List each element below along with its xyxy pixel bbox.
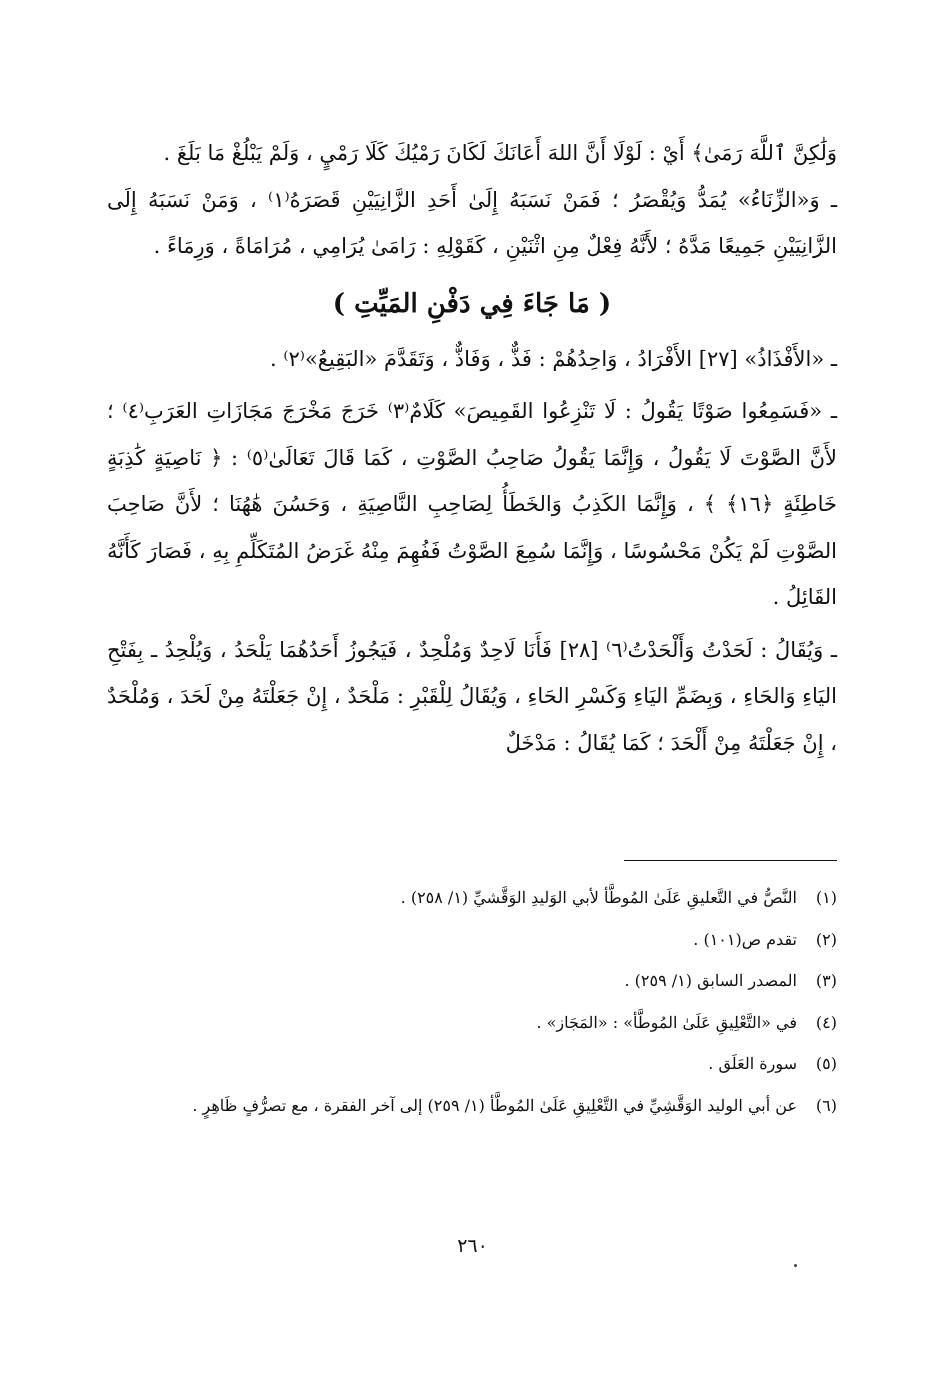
footnote-number: (٥): [815, 1054, 837, 1073]
paragraph-afdhadh: ـ «الأَفْذَاذُ» [٢٧] الأَفْرَادُ ، وَاحِدُهُمْ : فَذٌّ ، وَفَاذٌّ ، وَتَقَدَّمَ «البَقِيعُ»⁽٢⁾ .: [269, 346, 837, 371]
footnote-number: (١): [815, 888, 837, 907]
paragraph-lahd: ـ وَيُقَالُ : لَحَدْتُ وَأَلْحَدْتُ⁽٦⁾ [٢٨] فَأَنَا لَاحِدٌ وَمُلْحِدٌ ، فَيَجُوزُ أَحَدُهُمَا يَلْحَدُ ، وَيُلْحِدُ ـ بِفَتْحِ اليَاءِ وَالحَاءِ ، وَبِضَمِّ اليَاءِ وَكَسْرِ الحَاءِ ، وَيُقَالُ لِلْقَبْرِ : مَلْحَدٌ ، إِنْ جَعَلْتَهُ مِنْ لَحَدَ ، وَمُلْحَدٌ ، إِنْ جَعَلْتَهُ مِنْ أَلْحَدَ ؛ كَمَا يُقَالُ : مَدْخَلٌ: [107, 637, 837, 755]
footnote-text: المصدر السابق (١/ ٢٥٩) .: [624, 971, 797, 990]
footnote-item: [107, 1043, 837, 1085]
page-number: ٢٦٠: [457, 1235, 488, 1257]
footnote-item: [107, 919, 837, 961]
footnote-item: [107, 960, 837, 1002]
footnote-divider: [624, 860, 837, 861]
footnote-text: تقدم ص(١٠١) .: [693, 929, 797, 949]
footnote-text: في «التَّعْلِيقِ عَلَىٰ المُوطَّأ» : «المَجَاز» .: [536, 1012, 797, 1032]
scan-speck: [794, 1264, 797, 1267]
footnote-number: (٤): [815, 1012, 837, 1032]
footnote-number: (٢): [815, 929, 837, 949]
paragraph-zina: ـ وَ«الزِّنَاءُ» يُمَدُّ وَيُقْصَرُ ؛ فَمَنْ نَسَبَهُ إِلَىٰ أَحَدِ الزَّانِيَيْنِ قَصَرَهُ⁽١⁾ ، وَمَنْ نَسَبَهُ إِلَى الزَّانِيَيْنِ جَمِيعًا مَدَّهُ ؛ لأَنَّهُ فِعْلٌ مِنِ اثْنَيْنِ ، كَقَوْلِهِ : رَامَىٰ يُرَامِي ، مُرَامَاةً ، وَرِمَاءً .: [107, 187, 837, 258]
section-heading: ( مَا جَاءَ فِي دَفْنِ المَيِّتِ ): [332, 288, 612, 319]
footnote-item: [107, 1085, 837, 1127]
footnote-item: [107, 877, 837, 919]
footnote-text: النَّصُّ في التَّعليقِ عَلَىٰ المُوطَّأ لأبي الوَليدِ الوَقَّشيِّ (١/ ٢٥٨) .: [400, 888, 797, 907]
footnote-text: عن أبي الوليد الوَقَّشِيِّ في التَّعْلِيقِ عَلَىٰ المُوطَّأ (١/ ٢٥٩) إلى آخر الفقرة ، مع تصرُّفٍ ظَاهِرٍ .: [192, 1095, 797, 1115]
footnote-text: سورة العَلَق .: [708, 1054, 797, 1073]
main-text: [107, 130, 837, 766]
paragraph-voice: ـ «فَسَمِعُوا صَوْتًا يَقُولُ : لَا تَنْزِعُوا القَمِيصَ» كَلَامٌ⁽٣⁾ خَرَجَ مَخْرَجَ مَجَازَاتِ العَرَبِ⁽٤⁾ ؛ لأَنَّ الصَّوْتَ لَا يَقُولُ ، وَإِنَّمَا يَقُولُ صَاحِبُ الصَّوْتِ ، كَمَا قَالَ تَعَالَىٰ⁽٥⁾ : ﴿ نَاصِيَةٍ كَٰذِبَةٍ خَاطِئَةٍ ﴿١٦﴾ ﴾ ، وَإِنَّمَا الكَذِبُ وَالخَطَأُ لِصَاحِبِ النَّاصِيَةِ ، وَحَسُنَ هَٰهُنَا ؛ لأَنَّ صَاحِبَ الصَّوْتِ لَمْ يَكُنْ مَحْسُوسًا ، وَإِنَّمَا سُمِعَ الصَّوْتُ فَفُهِمَ مِنْهُ غَرَضُ المُتَكَلِّمِ بِهِ ، فَصَارَ كَأَنَّهُ القَائِلُ .: [107, 399, 837, 609]
footnotes-list: [107, 877, 837, 1126]
footnote-number: (٣): [815, 971, 837, 990]
footnote-item: [107, 1002, 837, 1044]
footnote-number: (٦): [815, 1095, 837, 1115]
paragraph-quran-verse-comment: وَلَٰكِنَّ ٱللَّهَ رَمَىٰ﴾ أَيْ : لَوْلَا أَنَّ اللهَ أَعَانَكَ لَكَانَ رَمْيُكَ كَلَا رَمْيٍ ، وَلَمْ يَبْلُغْ مَا بَلَغَ .: [163, 141, 837, 165]
